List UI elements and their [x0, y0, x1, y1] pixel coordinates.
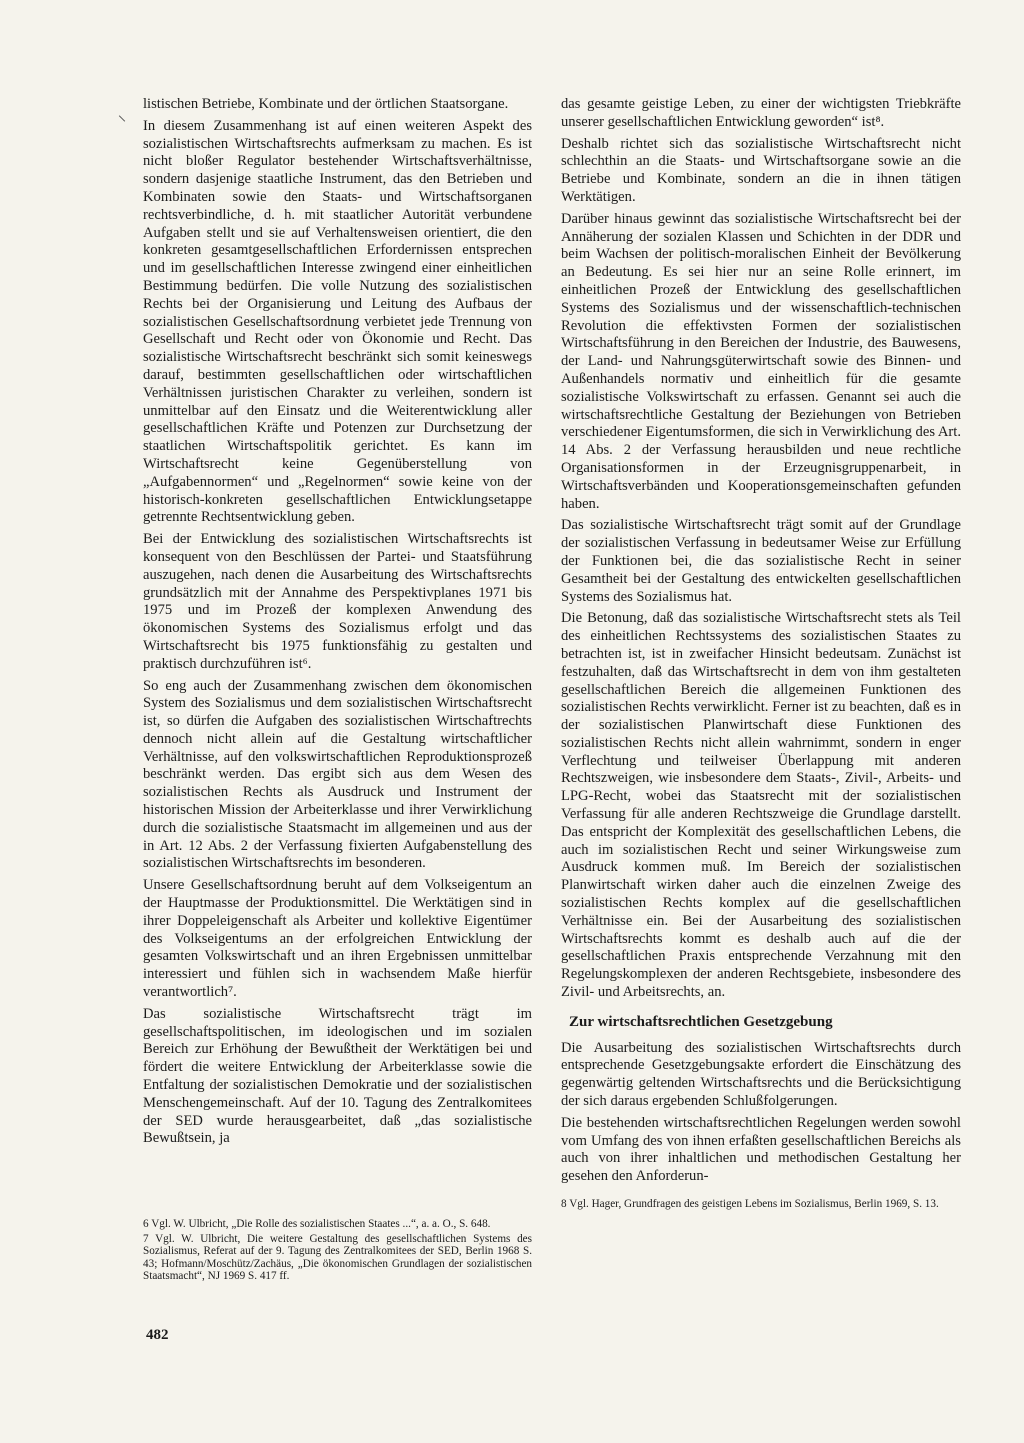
paragraph: Unsere Gesellschaftsordnung beruht auf dem Volkseigentum an der Hauptmasse der Produktionsmittel. Die Werktätigen sind in ihrer Doppeleigenschaft als Arbeiter und kollektive Eigentümer des Volkseigentums an der erfolgreichen Entwicklung der gesamten Volkswirtschaft und an ihren Ergebnissen unmittelbar interessiert und fühlen sich in wachsendem Maße hierfür verantwortlich⁷.	[143, 877, 532, 1001]
left-column	[143, 96, 532, 1152]
paragraph: das gesamte geistige Leben, zu einer der wichtigsten Triebkräfte unserer gesellschaftlichen Entwicklung geworden“ ist⁸.	[561, 96, 961, 130]
paragraph: So eng auch der Zusammenhang zwischen dem ökonomischen System des Sozialismus und dem sozialistischen Wirtschaftsrecht ist, so dürfen die Aufgaben des sozialistischen Wirtschaftrechts dennoch nicht allein auf die Gestaltung wirtschaftlicher Verhältnisse, auf den volkswirtschaftlichen Reproduktionsprozeß beschränkt werden. Das ergibt sich aus dem Wesen des sozialistischen Rechts als Ausdruck und Instrument der historischen Mission der Arbeiterklasse und ihrer Verwirklichung durch die sozialistische Staatsmacht im allgemeinen und aus der in Art. 12 Abs. 2 der Verfassung fixierten Aufgabenstellung des sozialistischen Wirtschaftsrechts im besonderen.	[143, 677, 532, 872]
paragraph: Darüber hinaus gewinnt das sozialistische Wirtschaftsrecht bei der Annäherung der sozialen Klassen und Schichten in der DDR und beim Wachsen der politisch-moralischen Einheit der Bevölkerung an Bedeutung. Es sei hier nur an seine Rolle erinnert, im einheitlichen Prozeß der Entwicklung des gesellschaftlichen Systems des Sozialismus und der wissenschaftlich-technischen Revolution die effektivsten Formen der sozialistischen Wirtschaftsführung in den Bereichen der Industrie, des Bauwesens, der Land- und Nahrungsgüterwirtschaft sowie des Binnen- und Außenhandels normativ und einheitlich für die gesamte sozialistische Volkswirtschaft zu erfassen. Genannt sei auch die wirtschaftsrechtliche Gestaltung der Beziehungen von Betrieben verschiedener Eigentumsformen, die sich in Verwirklichung des Art. 14 Abs. 2 der Verfassung herausbilden und neue rechtliche Organisationsformen in der Erzeugnisgruppenarbeit, in Wirtschaftsverbänden und Kooperationsgemeinschaften gefunden haben.	[561, 210, 961, 512]
left-footnotes	[143, 1218, 532, 1285]
section-heading: Zur wirtschaftsrechtlichen Gesetzgebung	[569, 1013, 833, 1030]
paragraph: Das sozialistische Wirtschaftsrecht trägt somit auf der Grundlage der sozialistischen Verfassung in bedeutsamer Weise zur Erfüllung der Funktionen bei, die das sozialistische Recht in seiner Gesamtheit bei der Gestaltung des entwickelten gesellschaftlichen Systems des Sozialismus hat.	[561, 517, 961, 605]
paragraph: listischen Betriebe, Kombinate und der örtlichen Staatsorgane.	[143, 96, 509, 112]
footnote: 6 Vgl. W. Ulbricht, „Die Rolle des sozialistischen Staates ...“, a. a. O., S. 648.	[143, 1218, 491, 1230]
margin-mark	[119, 115, 125, 121]
paragraph: Deshalb richtet sich das sozialistische Wirtschaftsrecht nicht schlechthin an die Staats- und Wirtschaftsorgane sowie an die Betriebe und Kombinate, sondern an die in ihnen tätigen Werktätigen.	[561, 135, 961, 205]
right-footnotes	[561, 1198, 961, 1211]
footnote: 8 Vgl. Hager, Grundfragen des geistigen Lebens im Sozialismus, Berlin 1969, S. 13.	[561, 1198, 939, 1211]
paragraph: Die Ausarbeitung des sozialistischen Wirtschaftsrechts durch entsprechende Gesetzgebungsakte erfordert die Einschätzung des gegenwärtig geltenden Wirtschaftsrechts und die Berücksichtigung der sich daraus ergebenden Schlußfolgerungen.	[561, 1039, 961, 1110]
right-column	[561, 96, 961, 1213]
paragraph: Die Betonung, daß das sozialistische Wirtschaftsrecht stets als Teil des einheitlichen Rechtssystems des sozialistischen Staates zu betrachten ist, ist in zweifacher Hinsicht bedeutsam. Zunächst ist festzuhalten, daß das Wirtschaftsrecht in dem von ihm gestalteten gesellschaftlichen Bereich die allgemeinen Funktionen des sozialistischen Rechts verwirklicht. Ferner ist zu beachten, daß es in der sozialistischen Planwirtschaft diese Funktionen des sozialistischen Rechts nicht allein wahrnimmt, sondern in enger Verflechtung und teilweiser Überlappung mit anderen Rechtszweigen, wie insbesondere dem Staats-, Zivil-, Arbeits- und LPG-Recht, wobei das Staatsrecht mit der sozialistischen Verfassung für alle anderen Rechtszweige die Grundlage darstellt. Das entspricht der Komplexität des gesellschaftlichen Lebens, die auch im sozialistischen Recht und seiner Wirkungsweise zum Ausdruck kommen muß. Im Bereich der sozialistischen Planwirtschaft wirken daher auch die einzelnen Zweige des sozialistischen Rechts komplex auf die gesellschaftlichen Verhältnisse ein. Bei der Ausarbeitung des sozialistischen Wirtschaftsrechts kommt es deshalb auch auf die der gesellschaftlichen Praxis entsprechende Verzahnung mit den Regelungskomplexen der anderen Rechtsgebiete, insbesondere des Zivil- und Arbeitsrechts, an.	[561, 610, 961, 1001]
paragraph: Das sozialistische Wirtschaftsrecht trägt im gesellschaftspolitischen, im ideologischen und im sozialen Bereich zur Erhöhung der Bewußtheit der Werktätigen bei und fördert die weitere Entwicklung der Arbeiterklasse sowie die Entfaltung der sozialistischen Demokratie und der sozialistischen Menschengemeinschaft. Auf der 10. Tagung des Zentralkomitees der SED wurde herausgearbeitet, daß „das sozialistische Bewußtsein, ja	[143, 1005, 532, 1147]
paragraph: Bei der Entwicklung des sozialistischen Wirtschaftsrechts ist konsequent von den Beschlüssen der Partei- und Staatsführung auszugehen, nach denen die Ausarbeitung des Wirtschaftsrechts grundsätzlich mit der Annahme des Perspektivplanes 1971 bis 1975 und im Prozeß der komplexen Anwendung des ökonomischen Systems des Sozialismus erfolgt und das Wirtschaftsrecht bis 1975 funktionsfähig zu gestalten und praktisch durchzuführen ist⁶.	[143, 531, 532, 672]
paragraph: In diesem Zusammenhang ist auf einen weiteren Aspekt des sozialistischen Wirtschaftsrechts aufmerksam zu machen. Es ist nicht bloßer Regulator bestehender Wirtschaftsverhältnisse, sondern dasjenige staatliche Instrument, das den Betrieben und Kombinaten sowie den Staats- und Wirtschaftsorganen rechtsverbindliche, d. h. mit staatlicher Autorität verbundene Aufgaben stellt und sie auf Verhaltensweisen orientiert, die den konkreten gesamtgesellschaftlichen Erfordernissen entsprechen und im gesellschaftlichen Interesse zwingend einer einheitlichen Bestimmung bedürfen. Die volle Nutzung des sozialistischen Rechts bei der Organisierung und Leitung des Aufbaus der sozialistischen Gesellschaftsordnung verbietet jede Trennung von Gesellschaft und Recht oder von Ökonomie und Recht. Das sozialistische Wirtschaftsrecht beschränkt sich somit keineswegs darauf, bestimmten gesellschaftlichen oder wirtschaftlichen Verhältnissen juristischen Charakter zu verleihen, sondern ist unmittelbar auf den Einsatz und die Weiterentwicklung aller gesellschaftlichen Kräfte und Potenzen zur Durchsetzung der staatlichen Wirtschaftspolitik gerichtet. Es kann im Wirtschaftsrecht keine Gegenüberstellung von „Aufgabennormen“ und „Regelnormen“ sowie keine von der historisch-konkreten gesellschaftlichen Entwicklungsetappe getrennte Rechtsentwicklung geben.	[143, 117, 532, 526]
page-number: 482	[146, 1327, 169, 1343]
paragraph: Die bestehenden wirtschaftsrechtlichen Regelungen werden sowohl vom Umfang des von ihnen erfaßten gesellschaftlichen Bereichs als auch von ihrer inhaltlichen und methodischen Gestaltung her gesehen den Anforderun-	[561, 1114, 961, 1185]
footnote: 7 Vgl. W. Ulbricht, Die weitere Gestaltung des gesellschaftlichen Systems des Sozialismus, Referat auf der 9. Tagung des Zentralkomitees der SED, Berlin 1968 S. 43; Hofmann/Moschütz/Zachäus, „Die ökonomischen Grundlagen der sozialistischen Staatsmacht“, NJ 1969 S. 417 ff.	[143, 1232, 532, 1283]
